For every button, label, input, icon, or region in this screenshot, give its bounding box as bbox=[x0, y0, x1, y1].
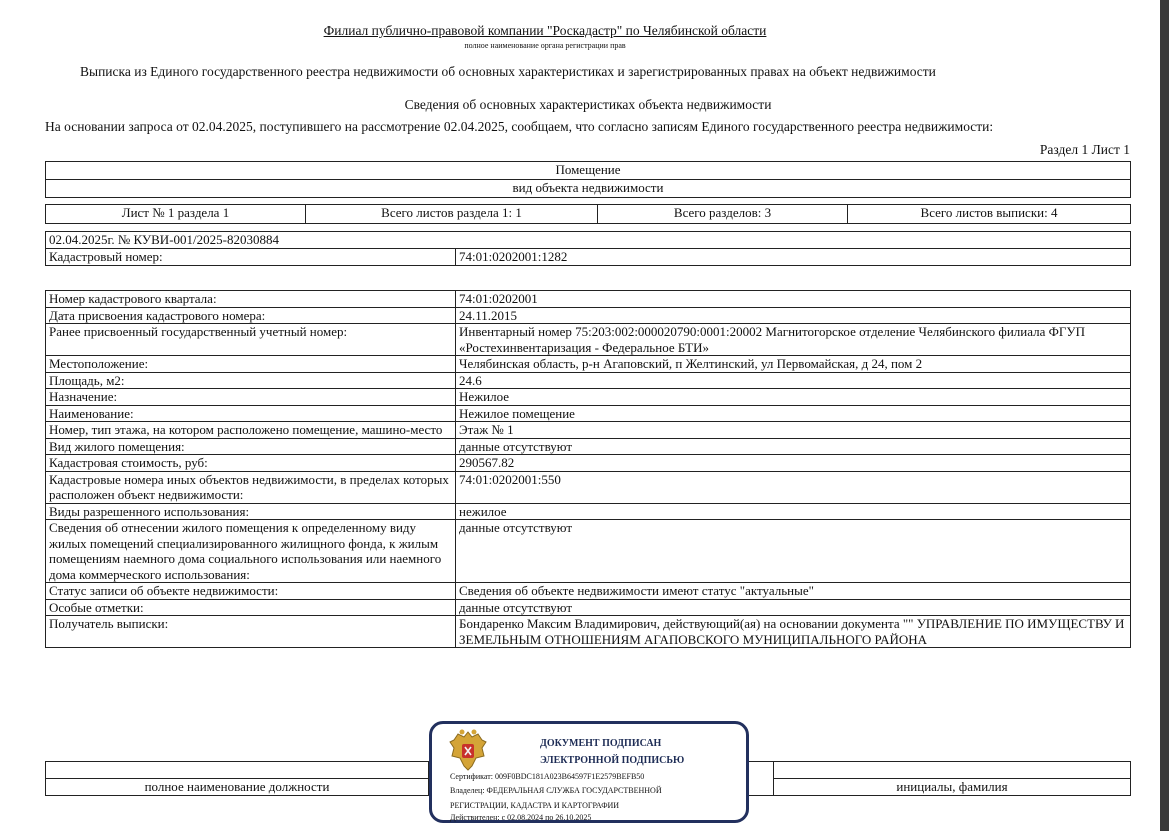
stamp-line-2: ЭЛЕКТРОННОЙ ПОДПИСЬЮ bbox=[540, 755, 685, 766]
detail-row bbox=[46, 438, 1131, 455]
registration-number: 02.04.2025г. № КУВИ-001/2025-82030884 bbox=[46, 232, 1131, 249]
detail-key: Местоположение: bbox=[46, 356, 456, 373]
detail-value: Инвентарный номер 75:203:002:000020790:0001:20002 Магнитогорское отделение Челябинского филиала ФГУП «Ростехинвентаризация - Федеральное БТИ» bbox=[456, 324, 1131, 356]
detail-row bbox=[46, 389, 1131, 406]
detail-row bbox=[46, 503, 1131, 520]
detail-key: Дата присвоения кадастрового номера: bbox=[46, 307, 456, 324]
signature-position-blank bbox=[46, 762, 429, 779]
details-table bbox=[45, 290, 1131, 648]
detail-row bbox=[46, 405, 1131, 422]
stamp-validity: Действителен: с 02.08.2024 по 26.10.2025 bbox=[450, 813, 592, 822]
detail-key: Особые отметки: bbox=[46, 599, 456, 616]
detail-row bbox=[46, 616, 1131, 648]
detail-row bbox=[46, 520, 1131, 583]
organization-name: Филиал публично-правовой компании "Роскадастр" по Челябинской области bbox=[323, 23, 767, 38]
total-sections: Всего разделов: 3 bbox=[598, 205, 848, 224]
detail-row bbox=[46, 455, 1131, 472]
cadastral-number-value: 74:01:0202001:1282 bbox=[456, 249, 1131, 266]
detail-value: данные отсутствуют bbox=[456, 520, 1131, 583]
detail-key: Вид жилого помещения: bbox=[46, 438, 456, 455]
organization-caption: полное наименование органа регистрации прав bbox=[464, 41, 626, 50]
detail-key: Ранее присвоенный государственный учетный номер: bbox=[46, 324, 456, 356]
stamp-line-1: ДОКУМЕНТ ПОДПИСАН bbox=[540, 738, 662, 749]
detail-key: Номер кадастрового квартала: bbox=[46, 291, 456, 308]
position-caption: полное наименование должности bbox=[46, 779, 429, 796]
detail-row bbox=[46, 583, 1131, 600]
detail-key: Кадастровые номера иных объектов недвижимости, в пределах которых расположен объект недвижимости: bbox=[46, 471, 456, 503]
detail-value: нежилое bbox=[456, 503, 1131, 520]
detail-value: 24.6 bbox=[456, 372, 1131, 389]
detail-key: Получатель выписки: bbox=[46, 616, 456, 648]
detail-value: Сведения об объекте недвижимости имеют статус "актуальные" bbox=[456, 583, 1131, 600]
cadastral-number-label: Кадастровый номер: bbox=[46, 249, 456, 266]
registration-table bbox=[45, 231, 1131, 266]
total-sheets: Всего листов выписки: 4 bbox=[848, 205, 1131, 224]
detail-value: данные отсутствуют bbox=[456, 438, 1131, 455]
detail-row bbox=[46, 599, 1131, 616]
detail-value: Челябинская область, р-н Агаповский, п Желтинский, ул Первомайская, д 24, пом 2 bbox=[456, 356, 1131, 373]
detail-key: Номер, тип этажа, на котором расположено помещение, машино-место bbox=[46, 422, 456, 439]
detail-row bbox=[46, 307, 1131, 324]
signature-name-blank bbox=[774, 762, 1131, 779]
detail-key: Назначение: bbox=[46, 389, 456, 406]
detail-value: 24.11.2015 bbox=[456, 307, 1131, 324]
detail-row bbox=[46, 372, 1131, 389]
detail-key: Кадастровая стоимость, руб: bbox=[46, 455, 456, 472]
detail-row bbox=[46, 356, 1131, 373]
detail-value: Этаж № 1 bbox=[456, 422, 1131, 439]
detail-value: 290567.82 bbox=[456, 455, 1131, 472]
viewer-scrollbar[interactable] bbox=[1160, 0, 1169, 831]
coat-of-arms-icon bbox=[448, 728, 488, 772]
detail-value: Нежилое bbox=[456, 389, 1131, 406]
detail-value: 74:01:0202001:550 bbox=[456, 471, 1131, 503]
detail-value: Нежилое помещение bbox=[456, 405, 1131, 422]
detail-row bbox=[46, 291, 1131, 308]
basis-text: На основании запроса от 02.04.2025, поступившего на рассмотрение 02.04.2025, сообщаем, что согласно записям Единого государственного реестра недвижимости: bbox=[45, 119, 994, 134]
object-type-caption: вид объекта недвижимости bbox=[46, 180, 1131, 198]
stamp-certificate: Сертификат: 009F0BDC181A023B64597F1E2579BEFB50 bbox=[450, 772, 645, 781]
sheets-table bbox=[45, 204, 1131, 224]
detail-key: Виды разрешенного использования: bbox=[46, 503, 456, 520]
detail-row bbox=[46, 324, 1131, 356]
electronic-signature-stamp bbox=[429, 721, 749, 823]
document-title: Выписка из Единого государственного реестра недвижимости об основных характеристиках и зарегистрированных правах на объект недвижимости bbox=[80, 64, 936, 79]
detail-value: 74:01:0202001 bbox=[456, 291, 1131, 308]
total-section-sheets: Всего листов раздела 1: 1 bbox=[306, 205, 598, 224]
object-type: Помещение bbox=[46, 162, 1131, 180]
object-type-table bbox=[45, 161, 1131, 198]
stamp-owner-line-2: РЕГИСТРАЦИИ, КАДАСТРА И КАРТОГРАФИИ bbox=[450, 801, 620, 810]
detail-key: Площадь, м2: bbox=[46, 372, 456, 389]
sheet-reference: Раздел 1 Лист 1 bbox=[1039, 142, 1130, 157]
detail-value: данные отсутствуют bbox=[456, 599, 1131, 616]
name-caption: инициалы, фамилия bbox=[774, 779, 1131, 796]
detail-row bbox=[46, 422, 1131, 439]
detail-key: Сведения об отнесении жилого помещения к определенному виду жилых помещений специализированного жилищного фонда, к жилым помещениям наемного дома социального использования или наемного дома коммерческого использования: bbox=[46, 520, 456, 583]
detail-row bbox=[46, 471, 1131, 503]
details-body bbox=[46, 291, 1131, 648]
detail-key: Наименование: bbox=[46, 405, 456, 422]
detail-value: Бондаренко Максим Владимирович, действующий(ая) на основании документа "" УПРАВЛЕНИЕ ПО ИМУЩЕСТВУ И ЗЕМЕЛЬНЫМ ОТНОШЕНИЯМ АГАПОВСКОГО МУНИЦИПАЛЬНОГО РАЙОНА bbox=[456, 616, 1131, 648]
stamp-owner-line-1: Владелец: ФЕДЕРАЛЬНАЯ СЛУЖБА ГОСУДАРСТВЕННОЙ bbox=[450, 786, 662, 795]
detail-key: Статус записи об объекте недвижимости: bbox=[46, 583, 456, 600]
sheet-number: Лист № 1 раздела 1 bbox=[46, 205, 306, 224]
section-title: Сведения об основных характеристиках объекта недвижимости bbox=[404, 97, 772, 112]
